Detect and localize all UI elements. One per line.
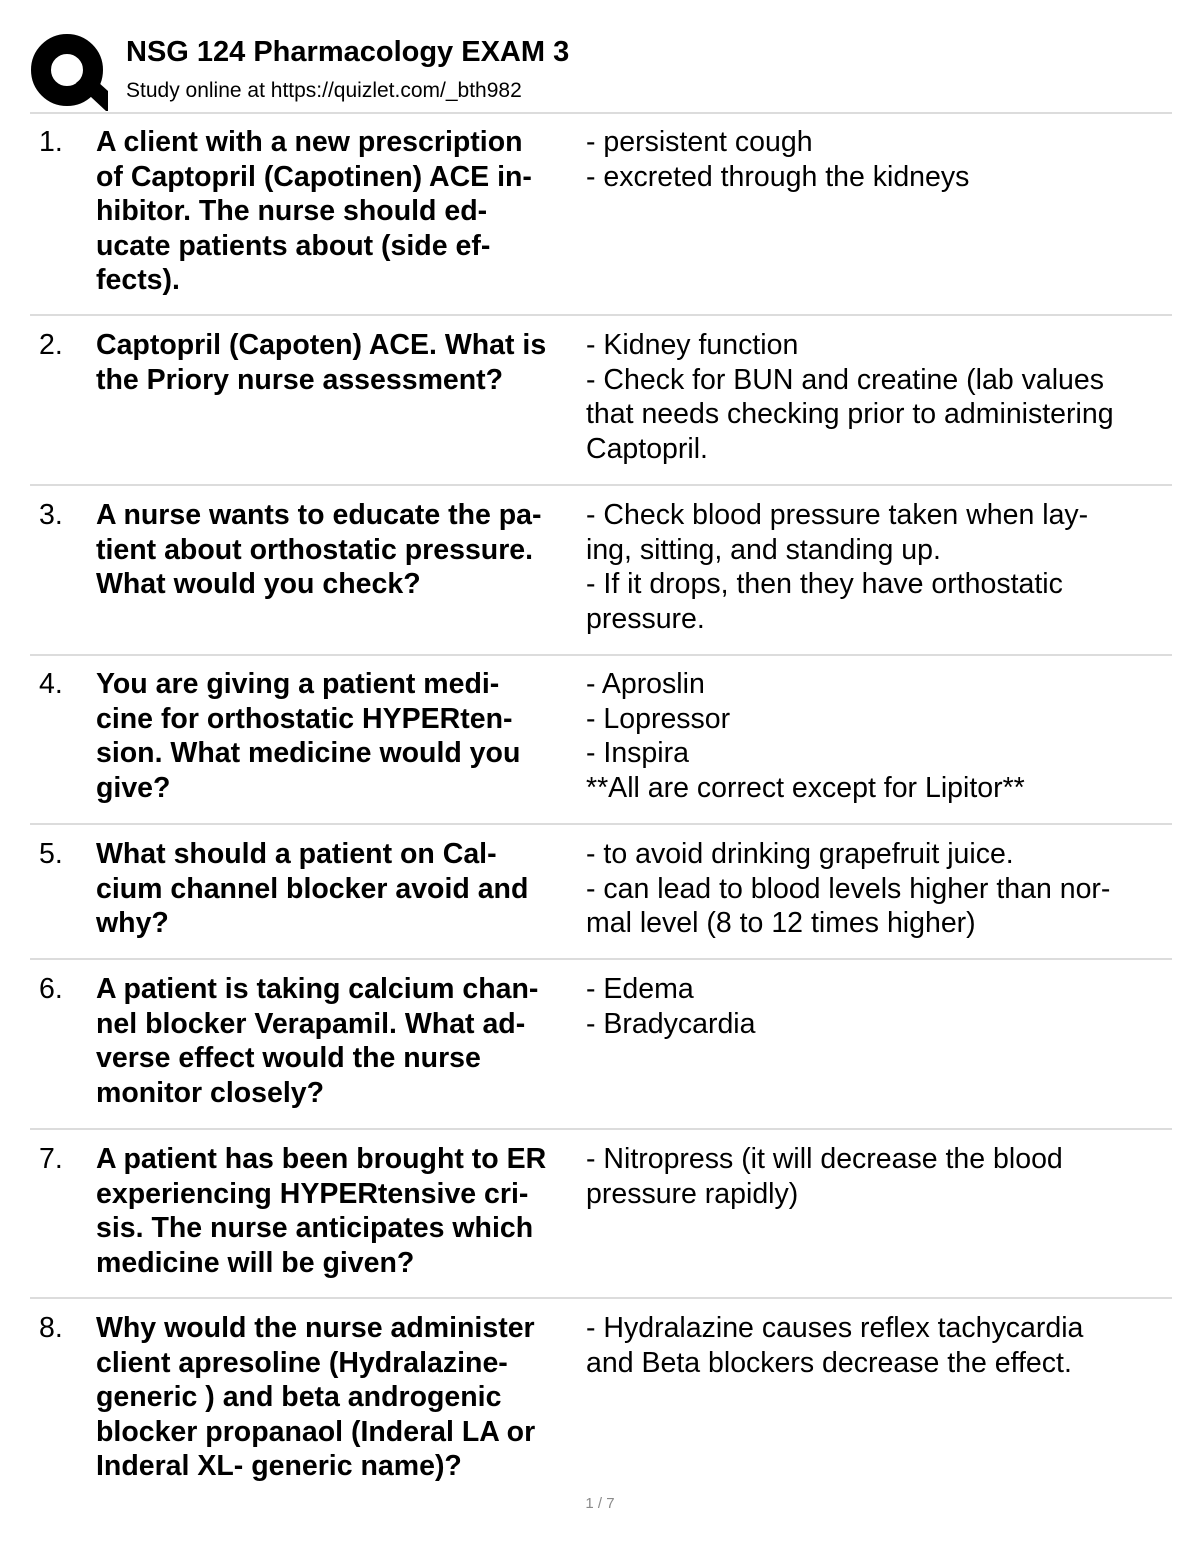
- card-question: A patient is taking calcium chan- nel blocker Verapamil. What ad- verse effect would the nurse monitor closely?: [96, 973, 539, 1109]
- card-question: What should a patient on Cal- cium channel blocker avoid and why?: [96, 838, 529, 940]
- divider: [30, 1128, 1172, 1130]
- divider: [30, 654, 1172, 656]
- card-answer: - Edema - Bradycardia: [586, 973, 756, 1040]
- card-number: 4.: [39, 668, 63, 700]
- card-number: 8.: [39, 1312, 63, 1344]
- card-answer: - Hydralazine causes reflex tachycardia and Beta blockers decrease the effect.: [586, 1312, 1084, 1379]
- card-answer: - Aproslin - Lopressor - Inspira **All are correct except for Lipitor**: [586, 668, 1025, 804]
- card-number: 1.: [39, 126, 63, 158]
- divider: [30, 823, 1172, 825]
- card-question: A client with a new prescription of Captopril (Capotinen) ACE in- hibitor. The nurse should ed- ucate patients about (side ef- fects).: [96, 126, 532, 297]
- card-question: Captopril (Capoten) ACE. What is the Priory nurse assessment?: [96, 329, 547, 396]
- page-title: NSG 124 Pharmacology EXAM 3: [126, 36, 570, 68]
- card-number: 3.: [39, 499, 63, 531]
- card-number: 7.: [39, 1143, 63, 1175]
- card-question: A patient has been brought to ER experiencing HYPERtensive cri- sis. The nurse anticipates which medicine will be given?: [96, 1143, 547, 1279]
- study-online-link[interactable]: Study online at https://quizlet.com/_bth982: [126, 79, 522, 102]
- page-number: 1 / 7: [585, 1495, 615, 1512]
- card-question: Why would the nurse administer client apresoline (Hydralazine- generic ) and beta androgenic blocker propanaol (Inderal LA or Inderal XL- generic name)?: [96, 1312, 536, 1483]
- card-number: 5.: [39, 838, 63, 870]
- divider: [30, 1297, 1172, 1299]
- card-answer: - persistent cough - excreted through the kidneys: [586, 126, 970, 193]
- card-answer: - Nitropress (it will decrease the blood pressure rapidly): [586, 1143, 1063, 1210]
- divider: [30, 314, 1172, 316]
- divider: [30, 958, 1172, 960]
- card-number: 2.: [39, 329, 63, 361]
- card-question: A nurse wants to educate the pa- tient about orthostatic pressure. What would you check?: [96, 499, 542, 601]
- card-number: 6.: [39, 973, 63, 1005]
- header: [30, 30, 1172, 114]
- divider: [30, 112, 1172, 114]
- divider: [30, 484, 1172, 486]
- quizlet-logo-icon: [30, 33, 108, 111]
- card-answer: - Kidney function - Check for BUN and creatine (lab values that needs checking prior to administering Captopril.: [586, 329, 1114, 465]
- card-answer: - to avoid drinking grapefruit juice. - can lead to blood levels higher than nor- mal level (8 to 12 times higher): [586, 838, 1111, 940]
- card-answer: - Check blood pressure taken when lay- ing, sitting, and standing up. - If it drops, then they have orthostatic pressure.: [586, 499, 1089, 635]
- card-question: You are giving a patient medi- cine for orthostatic HYPERten- sion. What medicine would you give?: [96, 668, 521, 804]
